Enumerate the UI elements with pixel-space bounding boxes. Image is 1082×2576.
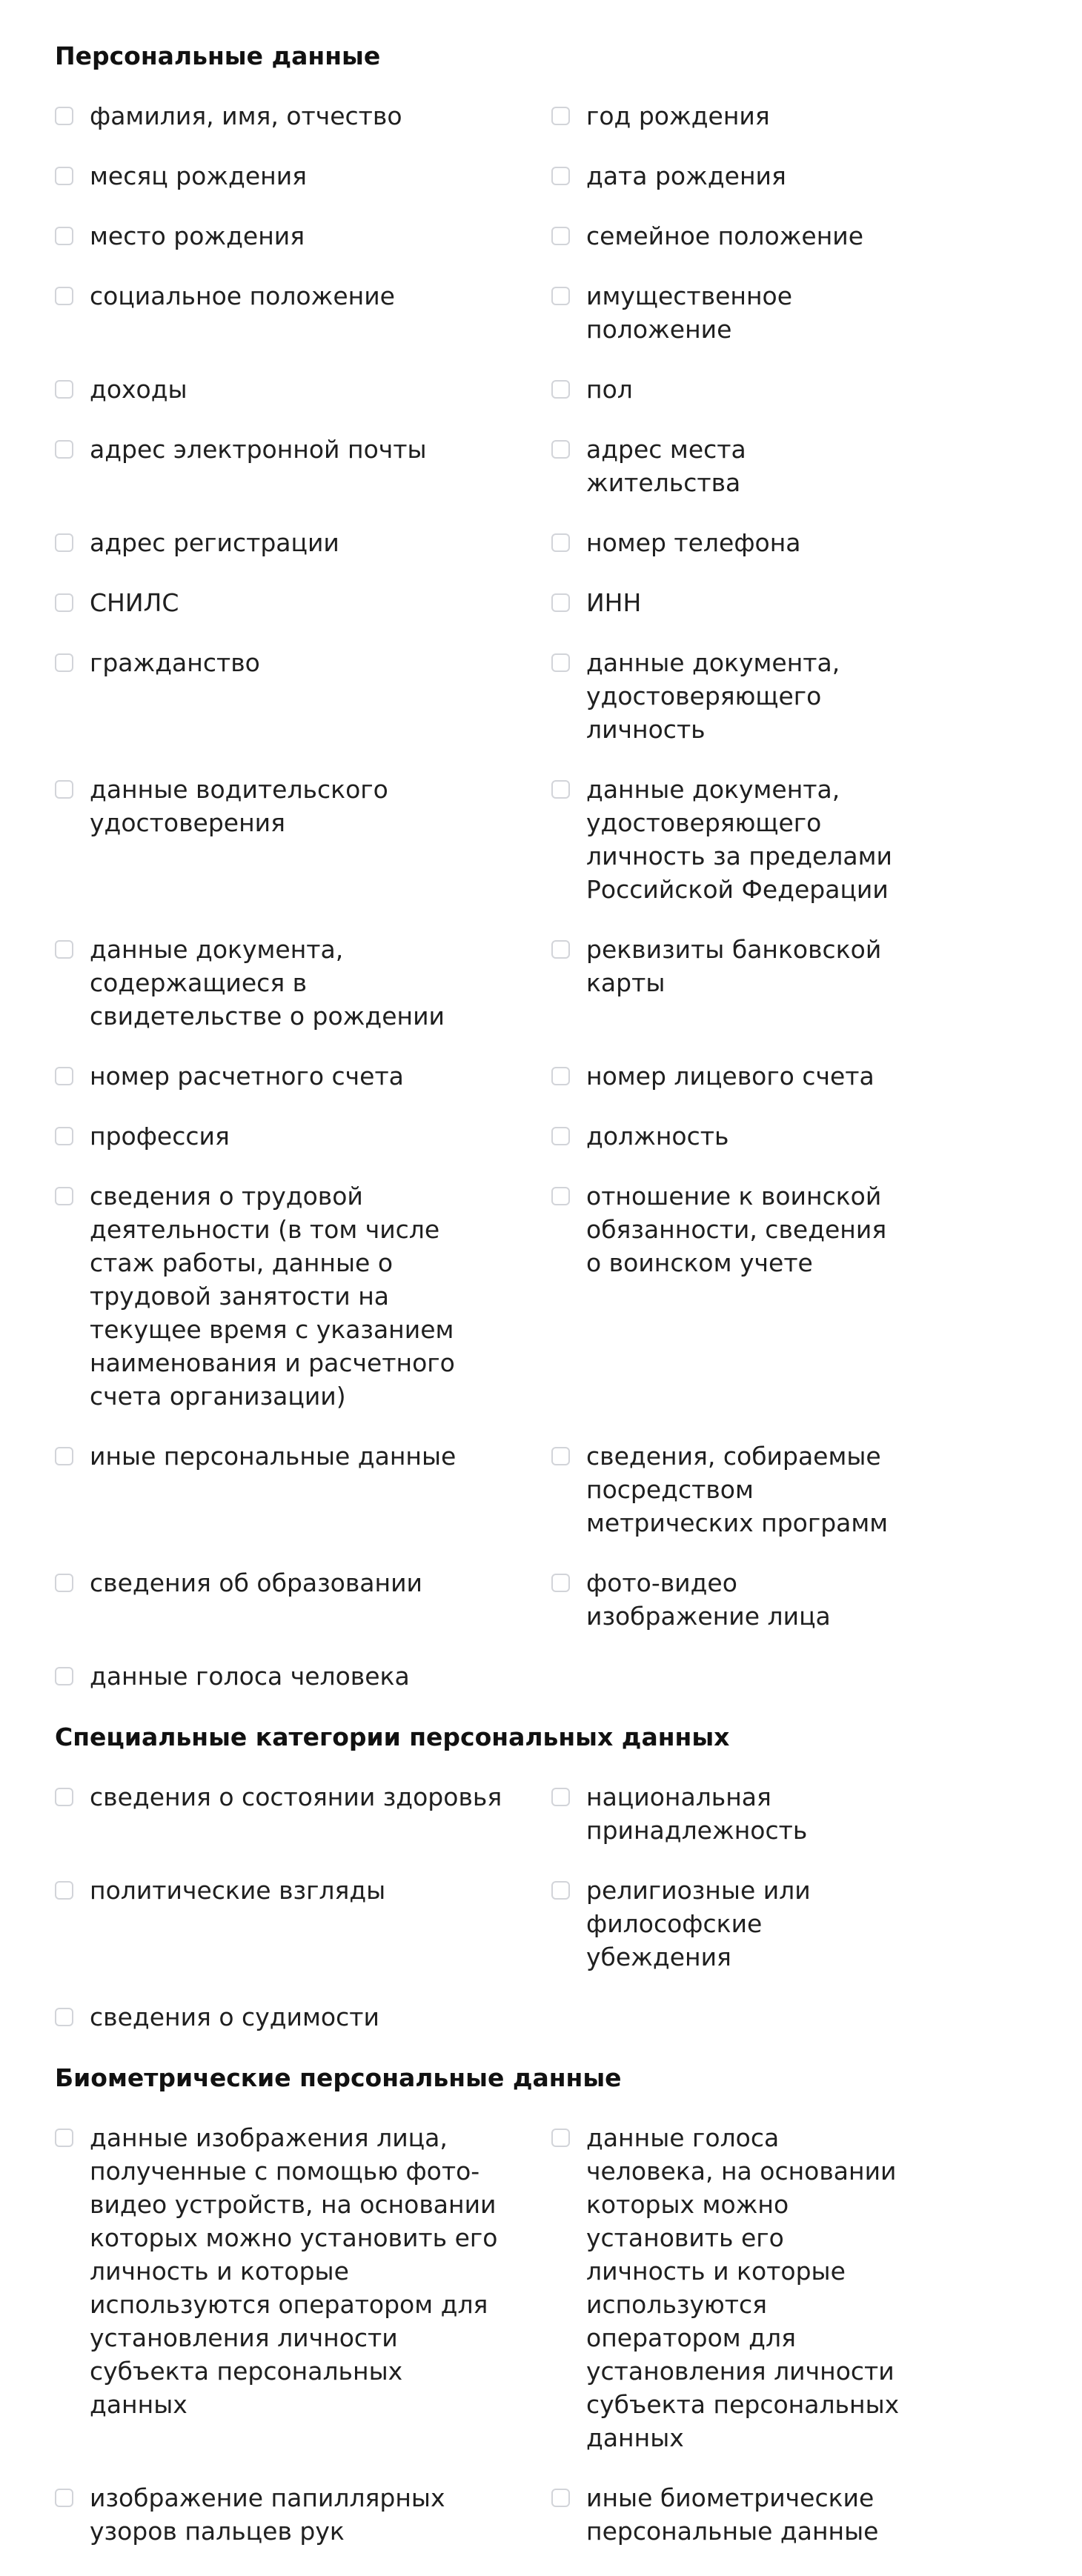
- option-label: год рождения: [586, 101, 770, 130]
- option-item[interactable]: [551, 219, 900, 253]
- option-label: семейное положение: [586, 222, 864, 250]
- option-label: гражданство: [90, 648, 260, 677]
- checkbox-icon[interactable]: [55, 2489, 73, 2507]
- checkbox-icon[interactable]: [55, 1187, 73, 1205]
- option-item[interactable]: [55, 2000, 551, 2034]
- checkbox-icon[interactable]: [551, 593, 570, 612]
- option-label: изображение папиллярных узоров пальцев рук: [90, 2483, 445, 2546]
- checkbox-icon[interactable]: [55, 780, 73, 799]
- option-item[interactable]: [551, 1780, 900, 1847]
- option-item[interactable]: [551, 2481, 900, 2548]
- option-item[interactable]: [551, 646, 900, 746]
- checkbox-icon[interactable]: [55, 1667, 73, 1685]
- checkbox-icon[interactable]: [551, 1127, 570, 1145]
- option-label: реквизиты банковской карты: [586, 935, 882, 997]
- checkbox-icon[interactable]: [551, 533, 570, 552]
- option-item[interactable]: [55, 433, 551, 499]
- checkbox-icon[interactable]: [551, 780, 570, 799]
- checkbox-icon[interactable]: [55, 1447, 73, 1465]
- checkbox-icon[interactable]: [551, 107, 570, 125]
- option-label: данные документа, удостоверяющего личность: [586, 648, 840, 744]
- option-label: СНИЛС: [90, 588, 179, 617]
- option-label: профессия: [90, 1122, 230, 1151]
- option-label: место рождения: [90, 222, 305, 250]
- checkbox-icon[interactable]: [551, 1067, 570, 1085]
- checkbox-icon[interactable]: [55, 593, 73, 612]
- option-item[interactable]: [55, 933, 551, 1033]
- option-label: адрес места жительства: [586, 435, 746, 497]
- option-label: сведения об образовании: [90, 1568, 422, 1597]
- option-label: сведения о состоянии здоровья: [90, 1783, 502, 1811]
- option-item[interactable]: [55, 159, 551, 193]
- option-item[interactable]: [55, 1179, 551, 1413]
- option-item[interactable]: [55, 1119, 551, 1153]
- checkbox-icon[interactable]: [551, 287, 570, 305]
- option-item[interactable]: [551, 433, 900, 499]
- checkbox-icon[interactable]: [551, 167, 570, 185]
- checkbox-icon[interactable]: [551, 653, 570, 672]
- checkbox-icon[interactable]: [55, 1067, 73, 1085]
- section-biometric-options: [55, 2121, 900, 2548]
- option-item[interactable]: [55, 586, 551, 619]
- checkbox-icon[interactable]: [55, 940, 73, 959]
- option-label: политические взгляды: [90, 1876, 386, 1905]
- option-label: фамилия, имя, отчество: [90, 101, 402, 130]
- option-label: данные документа, удостоверяющего личность за пределами Российской Федерации: [586, 775, 892, 904]
- option-item[interactable]: [551, 1179, 900, 1413]
- option-label: номер телефона: [586, 528, 801, 557]
- option-item[interactable]: [55, 1440, 551, 1540]
- option-item[interactable]: [55, 1660, 551, 1693]
- checkbox-icon[interactable]: [55, 2129, 73, 2147]
- checkbox-icon[interactable]: [551, 1187, 570, 1205]
- option-label: фото-видео изображение лица: [586, 1568, 831, 1631]
- option-label: национальная принадлежность: [586, 1783, 808, 1845]
- section-title-special-categories: Специальные категории персональных данных: [55, 1723, 730, 1751]
- section-special-categories-options: [55, 1780, 900, 2034]
- option-item[interactable]: [55, 1780, 551, 1847]
- checkbox-icon[interactable]: [551, 440, 570, 459]
- option-item[interactable]: [551, 279, 900, 346]
- option-item[interactable]: [551, 933, 900, 1033]
- option-item[interactable]: [551, 1566, 900, 1633]
- option-label: должность: [586, 1122, 729, 1151]
- option-item[interactable]: [551, 1440, 900, 1540]
- checkbox-icon[interactable]: [55, 653, 73, 672]
- checkbox-icon[interactable]: [55, 2008, 73, 2026]
- option-item[interactable]: [55, 219, 551, 253]
- option-item[interactable]: [55, 1059, 551, 1093]
- option-item[interactable]: [55, 526, 551, 559]
- checkbox-icon[interactable]: [551, 940, 570, 959]
- checkbox-icon[interactable]: [55, 440, 73, 459]
- option-label: номер лицевого счета: [586, 1062, 874, 1091]
- checkbox-icon[interactable]: [55, 107, 73, 125]
- checkbox-icon[interactable]: [55, 287, 73, 305]
- checkbox-icon[interactable]: [551, 2129, 570, 2147]
- option-label: доходы: [90, 375, 187, 404]
- personal-data-form: [55, 0, 900, 2576]
- option-item[interactable]: [551, 1059, 900, 1093]
- checkbox-icon[interactable]: [55, 227, 73, 245]
- option-item[interactable]: [55, 2481, 551, 2548]
- checkbox-icon[interactable]: [551, 2489, 570, 2507]
- section-title-biometric: Биометрические персональные данные: [55, 2063, 622, 2092]
- option-label: месяц рождения: [90, 162, 308, 190]
- option-item[interactable]: [551, 586, 900, 619]
- option-item[interactable]: [55, 279, 551, 346]
- option-item[interactable]: [55, 373, 551, 406]
- option-label: социальное положение: [90, 282, 395, 310]
- option-item[interactable]: [55, 646, 551, 746]
- option-label: данные водительского удостоверения: [90, 775, 388, 837]
- checkbox-icon[interactable]: [551, 227, 570, 245]
- section-personal-data-options: [55, 99, 900, 1693]
- option-label: иные персональные данные: [90, 1442, 457, 1471]
- option-item[interactable]: [55, 2121, 551, 2454]
- checkbox-icon[interactable]: [55, 1788, 73, 1806]
- checkbox-icon[interactable]: [551, 1447, 570, 1465]
- option-item[interactable]: [551, 159, 900, 193]
- checkbox-icon[interactable]: [55, 1574, 73, 1592]
- option-label: отношение к воинской обязанности, сведения о воинском учете: [586, 1182, 887, 1277]
- option-item[interactable]: [55, 773, 551, 906]
- option-item[interactable]: [551, 373, 900, 406]
- section-title-personal-data: Персональные данные: [55, 41, 381, 70]
- option-label: данные голоса человека: [90, 1662, 410, 1691]
- option-label: сведения о судимости: [90, 2003, 379, 2031]
- option-item[interactable]: [551, 526, 900, 559]
- checkbox-icon[interactable]: [551, 380, 570, 399]
- checkbox-icon[interactable]: [55, 380, 73, 399]
- option-label: ИНН: [586, 588, 642, 617]
- checkbox-icon[interactable]: [551, 1881, 570, 1900]
- option-label: данные изображения лица, полученные с помощью фото-видео устройств, на основании которых можно установить его личность и которые используются оператором для установления личности субъекта персональных данных: [90, 2123, 498, 2419]
- checkbox-icon[interactable]: [55, 533, 73, 552]
- checkbox-icon[interactable]: [55, 1881, 73, 1900]
- checkbox-icon[interactable]: [55, 1127, 73, 1145]
- option-item[interactable]: [551, 2121, 900, 2454]
- option-label: данные документа, содержащиеся в свидетельстве о рождении: [90, 935, 445, 1031]
- option-label: дата рождения: [586, 162, 786, 190]
- option-label: религиозные или философские убеждения: [586, 1876, 811, 1971]
- option-label: сведения, собираемые посредством метрических программ: [586, 1442, 889, 1537]
- option-label: пол: [586, 375, 633, 404]
- option-item[interactable]: [551, 99, 900, 133]
- option-label: данные голоса человека, на основании которых можно установить его личность и которые используются оператором для установления личности субъекта персональных данных: [586, 2123, 900, 2452]
- option-item[interactable]: [551, 773, 900, 906]
- option-label: иные биометрические персональные данные: [586, 2483, 879, 2546]
- checkbox-icon[interactable]: [551, 1574, 570, 1592]
- option-item[interactable]: [55, 99, 551, 133]
- checkbox-icon[interactable]: [55, 167, 73, 185]
- option-label: сведения о трудовой деятельности (в том числе стаж работы, данные о трудовой занятости на текущее время с указанием наименования и расчетного счета организации): [90, 1182, 455, 1411]
- option-item[interactable]: [55, 1874, 551, 1974]
- option-item[interactable]: [551, 1874, 900, 1974]
- option-label: номер расчетного счета: [90, 1062, 404, 1091]
- option-item[interactable]: [551, 1119, 900, 1153]
- option-label: адрес электронной почты: [90, 435, 427, 464]
- checkbox-icon[interactable]: [551, 1788, 570, 1806]
- option-label: имущественное положение: [586, 282, 793, 344]
- option-label: адрес регистрации: [90, 528, 339, 557]
- option-item[interactable]: [55, 1566, 551, 1633]
